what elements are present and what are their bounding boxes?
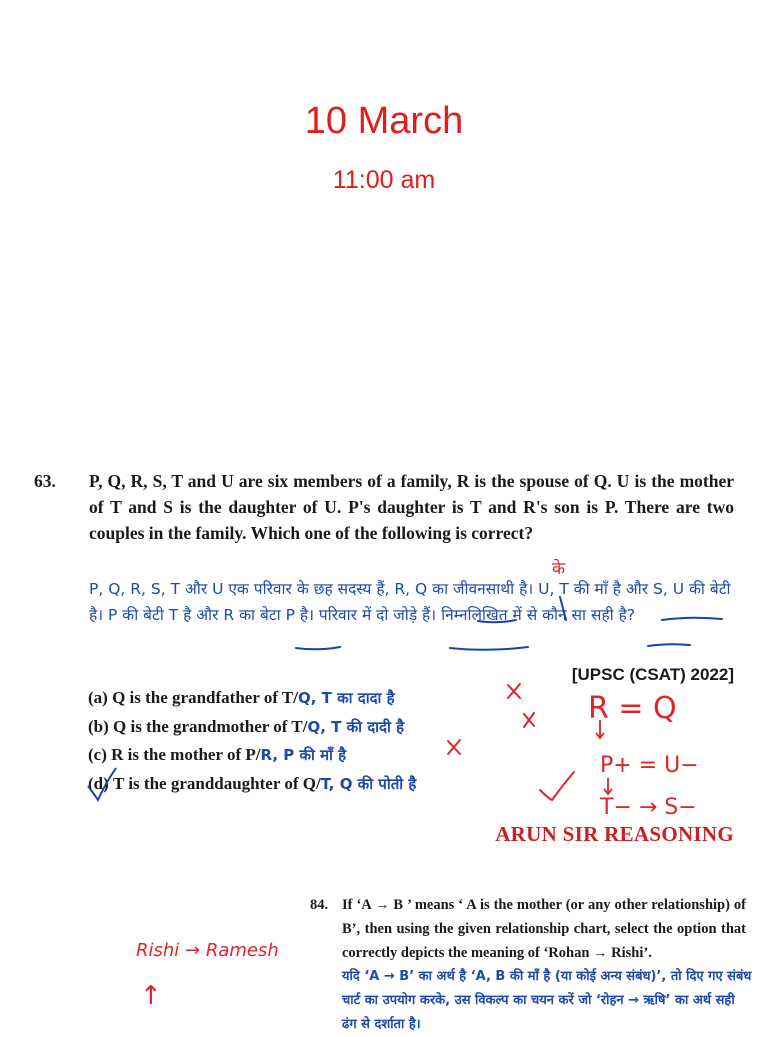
option-text-english: Q is the grandmother of T/ — [113, 716, 308, 736]
question-text-hindi: P, Q, R, S, T और U एक परिवार के छह सदस्य हैं, R, Q का जीवनसाथी है। U, T की माँ है और S, U की बेटी है। P की बेटी T है और R का बेटा P है। परिवार में दो जोड़े हैं। निम्नलिखित में से कौन सा सही है? — [89, 580, 731, 624]
underline-mark — [450, 647, 528, 650]
option-a — [88, 684, 548, 713]
question-text-english: P, Q, R, S, T and U are six members of a family, R is the spouse of Q. U is the mother of T and S is the daughter of U. P's daughter is T and R's son is P. There are two couples in the family. Which one of the following is correct? — [89, 471, 734, 543]
lecture-time: 11:00 am — [332, 166, 436, 194]
option-text-hindi: R, P की माँ है — [260, 746, 347, 764]
question-number: 84. — [310, 897, 329, 913]
question-number: 63. — [34, 471, 56, 491]
option-c — [88, 741, 548, 770]
option-label: (b) — [88, 716, 109, 736]
arrow-down-icon — [604, 778, 612, 794]
option-d — [88, 770, 548, 799]
lecture-date: 10 March — [304, 100, 464, 142]
option-label: (d) — [88, 773, 109, 793]
option-text-english: R is the mother of P/ — [111, 745, 261, 764]
annotation-a: के — [552, 559, 566, 579]
option-text-hindi: Q, T का दादा है — [297, 689, 395, 707]
option-label: (c) — [88, 745, 107, 764]
options-list — [88, 684, 548, 798]
margin-mark: ↑ — [140, 981, 162, 1011]
option-b — [88, 713, 548, 742]
underline-mark — [296, 647, 340, 649]
option-text-english: T is the granddaughter of Q/ — [113, 773, 321, 793]
margin-note: Rishi → Ramesh — [136, 940, 279, 961]
question-source: [UPSC (CSAT) 2022] — [571, 665, 734, 684]
question-text-english: If ‘A → B ’ means ‘ A is the mother (or any other relationship) of B’, then using the given relationship chart, select the option that correctly depicts the meaning of ‘Rohan → Rishi’. — [342, 897, 746, 961]
option-text-english: Q is the grandfather of T/ — [112, 688, 298, 707]
option-text-hindi: Q, T की दादी है — [307, 717, 405, 736]
question-text-hindi: यदि ‘A → B’ का अर्थ है ‘A, B की माँ है (या कोई अन्य संबंध)’, तो दिए गए संबंध चार्ट का उपयोग करके, उस विकल्प का चयन करें जो ‘रोहन → ऋषि’ का अर्थ सही ढंग से दर्शाता है। — [342, 969, 752, 1032]
diagram-line-1: R = Q — [588, 691, 677, 726]
option-text-hindi: T, Q की पोती है — [320, 774, 417, 793]
family-diagram — [588, 691, 699, 820]
option-label: (a) — [88, 688, 108, 707]
diagram-line-2: P+ = U− — [600, 753, 699, 778]
underline-mark — [648, 644, 690, 646]
diagram-arrows — [596, 720, 612, 794]
diagram-line-3: T− → S− — [600, 795, 697, 820]
arrow-down-icon — [596, 720, 604, 738]
brand-watermark: ARUN SIR REASONING — [495, 822, 734, 846]
